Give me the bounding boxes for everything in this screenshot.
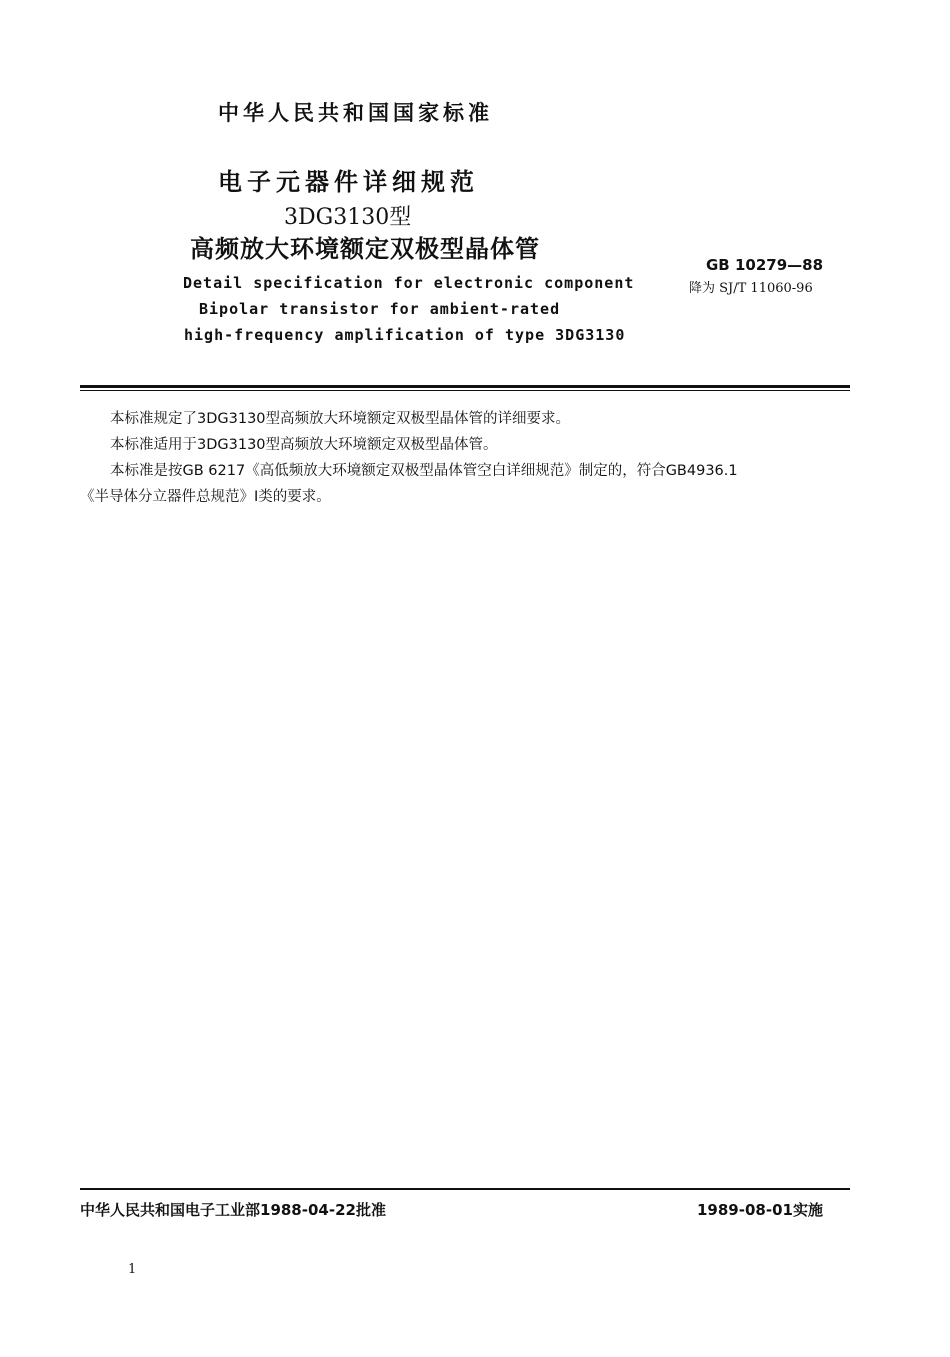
title-line-3: 高频放大环境额定双极型晶体管 <box>190 235 540 263</box>
title-line-1: 电子元器件详细规范 <box>218 168 479 196</box>
national-standard-header: 中华人民共和国国家标准 <box>218 101 493 125</box>
header-divider-thin <box>80 390 850 391</box>
english-title-line-3: high-frequency amplification of type 3DG3130 <box>184 326 626 344</box>
english-title-line-2: Bipolar transistor for ambient-rated <box>199 300 561 318</box>
body-paragraph-basis-continued: 《半导体分立器件总规范》Ⅰ类的要求。 <box>80 489 331 505</box>
standard-number: GB 10279—88 <box>706 256 824 274</box>
approval-statement: 中华人民共和国电子工业部1988-04-22批准 <box>80 1201 386 1219</box>
body-paragraph-basis: 本标准是按GB 6217《高低频放大环境额定双极型晶体管空白详细规范》制定的，符合GB4936.1 <box>110 463 738 479</box>
english-title-line-1: Detail specification for electronic component <box>183 274 635 292</box>
title-model: 3DG3130型 <box>284 205 412 230</box>
standard-superseded-note: 降为 SJ/T 11060-96 <box>689 281 813 296</box>
header-divider <box>80 385 850 388</box>
body-paragraph-scope: 本标准规定了3DG3130型高频放大环境额定双极型晶体管的详细要求。 <box>110 411 571 427</box>
body-paragraph-applicability: 本标准适用于3DG3130型高频放大环境额定双极型晶体管。 <box>110 437 498 453</box>
footer-divider <box>80 1188 850 1190</box>
effective-date: 1989-08-01实施 <box>697 1201 823 1219</box>
page-number: 1 <box>128 1262 137 1277</box>
